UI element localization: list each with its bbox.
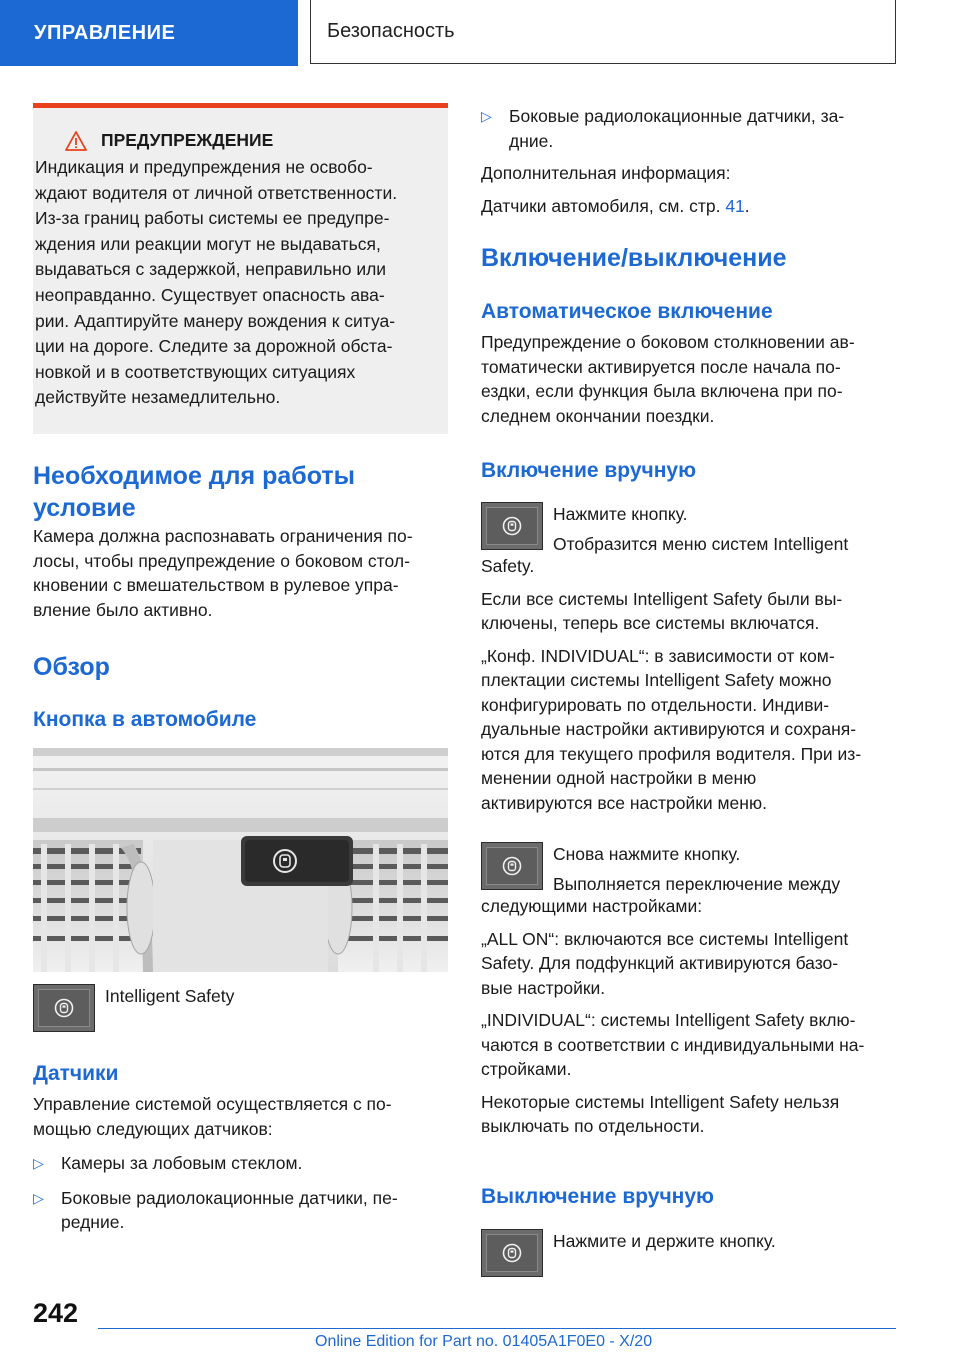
sensors-reference: Датчики автомобиля, см. стр. 41. [481, 195, 750, 216]
body-line: ются для текущего профиля водителя. При из- [481, 743, 862, 764]
body-line: чаются в соответствии с индивидуальными на- [481, 1034, 865, 1055]
warning-line: выдаваться с задержкой, неправильно или [35, 259, 387, 280]
body-line: вление было активно. [33, 599, 213, 620]
body-line: следнем окончании поездки. [481, 405, 715, 426]
edition-footer: Online Edition for Part no. 01405A1F0E0 - X/20 [315, 1333, 653, 1350]
body-line: Предупреждение о боковом столкновении ав- [481, 332, 855, 352]
press-button-text: Нажмите кнопку. [553, 504, 688, 524]
sensors-section [33, 1060, 448, 1235]
chapter-tab [310, 0, 896, 64]
body-line: плектации системы Intelligent Safety можно [481, 670, 832, 690]
section-title: УПРАВЛЕНИЕ [34, 21, 176, 44]
bullet-triangle-icon: ▷ [33, 1155, 44, 1171]
body-line: выключать по отдельности. [481, 1116, 705, 1136]
body-line: Некоторые системы Intelligent Safety нельзя [481, 1091, 840, 1112]
overview-heading-wrap [33, 651, 448, 683]
footer-divider [98, 1328, 896, 1329]
body-line: „Конф. INDIVIDUAL“: в зависимости от ком- [481, 645, 835, 666]
warning-line: ждения или реакции могут не выдаваться, [35, 233, 381, 254]
right-column [481, 104, 896, 218]
body-line: томатически активируется после начала по- [481, 356, 841, 377]
auto-section [481, 298, 896, 428]
requirement-heading: Необходимое для работы условие [33, 462, 355, 522]
press-again-section [481, 842, 896, 1139]
page-number: 242 [33, 1298, 79, 1328]
body-line: „ALL ON“: включаются все системы Intelligent [481, 928, 849, 949]
body-line: кновении с вмешательством в рулевое упра- [33, 575, 399, 595]
intelligent-safety-button-icon [481, 502, 543, 550]
onoff-section [481, 242, 896, 274]
body-line: ключены, теперь все системы включатся. [481, 613, 820, 633]
bullet-triangle-icon: ▷ [33, 1189, 44, 1206]
auto-heading: Автоматическое включение [481, 300, 773, 323]
section-tab [0, 0, 298, 66]
body-line: „INDIVIDUAL“: системы Intelligent Safety вклю- [481, 1010, 856, 1030]
body-line: вые настройки. [481, 977, 606, 998]
warning-line: ждают водителя от личной ответственности. [35, 182, 398, 203]
warning-line: Из-за границ работы системы ее предупре- [35, 208, 390, 229]
warning-box [33, 103, 448, 434]
warning-line: действуйте незамедлительно. [35, 387, 281, 408]
body-line: конфигурировать по отдельности. Индиви- [481, 694, 830, 715]
manual-on-section [481, 457, 896, 815]
body-line: менении одной настройки в меню [481, 768, 757, 788]
overview-heading: Обзор [33, 653, 110, 681]
warning-line: новкой и в соответствующих ситуациях [35, 361, 356, 382]
warning-title: ПРЕДУПРЕЖДЕНИЕ [65, 130, 434, 151]
sensors-heading: Датчики [33, 1062, 119, 1085]
list-item: ▷ Камеры за лобовым стеклом. [33, 1151, 448, 1176]
dashboard-illustration [33, 748, 448, 972]
button-heading-wrap [33, 706, 448, 734]
press-hold-text: Нажмите и держите кнопку. [553, 1231, 776, 1251]
page-link[interactable]: 41 [725, 195, 745, 216]
dashboard-photo [33, 748, 448, 972]
warning-line: ции на дороге. Следите за дорожной обста- [35, 336, 393, 357]
more-info-label: Дополнительная информация: [481, 163, 731, 183]
body-line: Safety. Для подфункций активируются базо- [481, 953, 839, 973]
toggle-text: Выполняется переключение между [553, 873, 841, 894]
body-line: Если все системы Intelligent Safety были вы- [481, 588, 843, 609]
intelligent-safety-button-icon [481, 842, 543, 890]
chapter-title: Безопасность [327, 20, 455, 42]
body-line: активируются все настройки меню. [481, 792, 767, 813]
warning-line: неоправданно. Существует опасность ава- [35, 284, 385, 305]
intelligent-safety-button-icon [33, 984, 95, 1032]
manual-off-heading: Выключение вручную [481, 1185, 714, 1208]
intelligent-safety-button-icon [481, 1229, 543, 1277]
warning-line: Индикация и предупреждения не освобо- [35, 157, 373, 177]
body-line: стройками. [481, 1059, 572, 1079]
press-again-text: Снова нажмите кнопку. [553, 844, 741, 864]
body-line: Управление системой осуществляется с по- [33, 1094, 392, 1114]
requirement-section [33, 460, 448, 622]
manual-off-section [481, 1183, 896, 1277]
button-caption-row [33, 984, 448, 1032]
body-line: мощью следующих датчиков: [33, 1118, 273, 1139]
list-item: ▷ Боковые радиолокационные датчики, пе- редние. [33, 1186, 448, 1235]
manual-on-heading: Включение вручную [481, 459, 697, 482]
bullet-triangle-icon: ▷ [481, 108, 492, 124]
body-line: ездки, если функция была включена при по- [481, 381, 843, 401]
body-line: лосы, чтобы предупреждение о боковом стол- [33, 550, 410, 571]
menu-shown-text: Отобразится меню систем Intelligent [553, 533, 849, 554]
warning-triangle-icon [65, 131, 87, 151]
button-caption: Intelligent Safety [105, 986, 235, 1006]
body-line: дуальные настройки активируются и сохраня- [481, 719, 857, 739]
button-heading: Кнопка в автомобиле [33, 708, 257, 731]
body-line: следующими настройками: [481, 896, 703, 916]
onoff-heading: Включение/выключение [481, 244, 787, 272]
warning-line: рии. Адаптируйте манеру вождения к ситуа- [35, 310, 396, 331]
list-item: ▷ Боковые радиолокационные датчики, за- дние. [481, 104, 896, 153]
body-line: Камера должна распознавать ограничения по- [33, 526, 413, 546]
body-line: Safety. [481, 556, 535, 576]
